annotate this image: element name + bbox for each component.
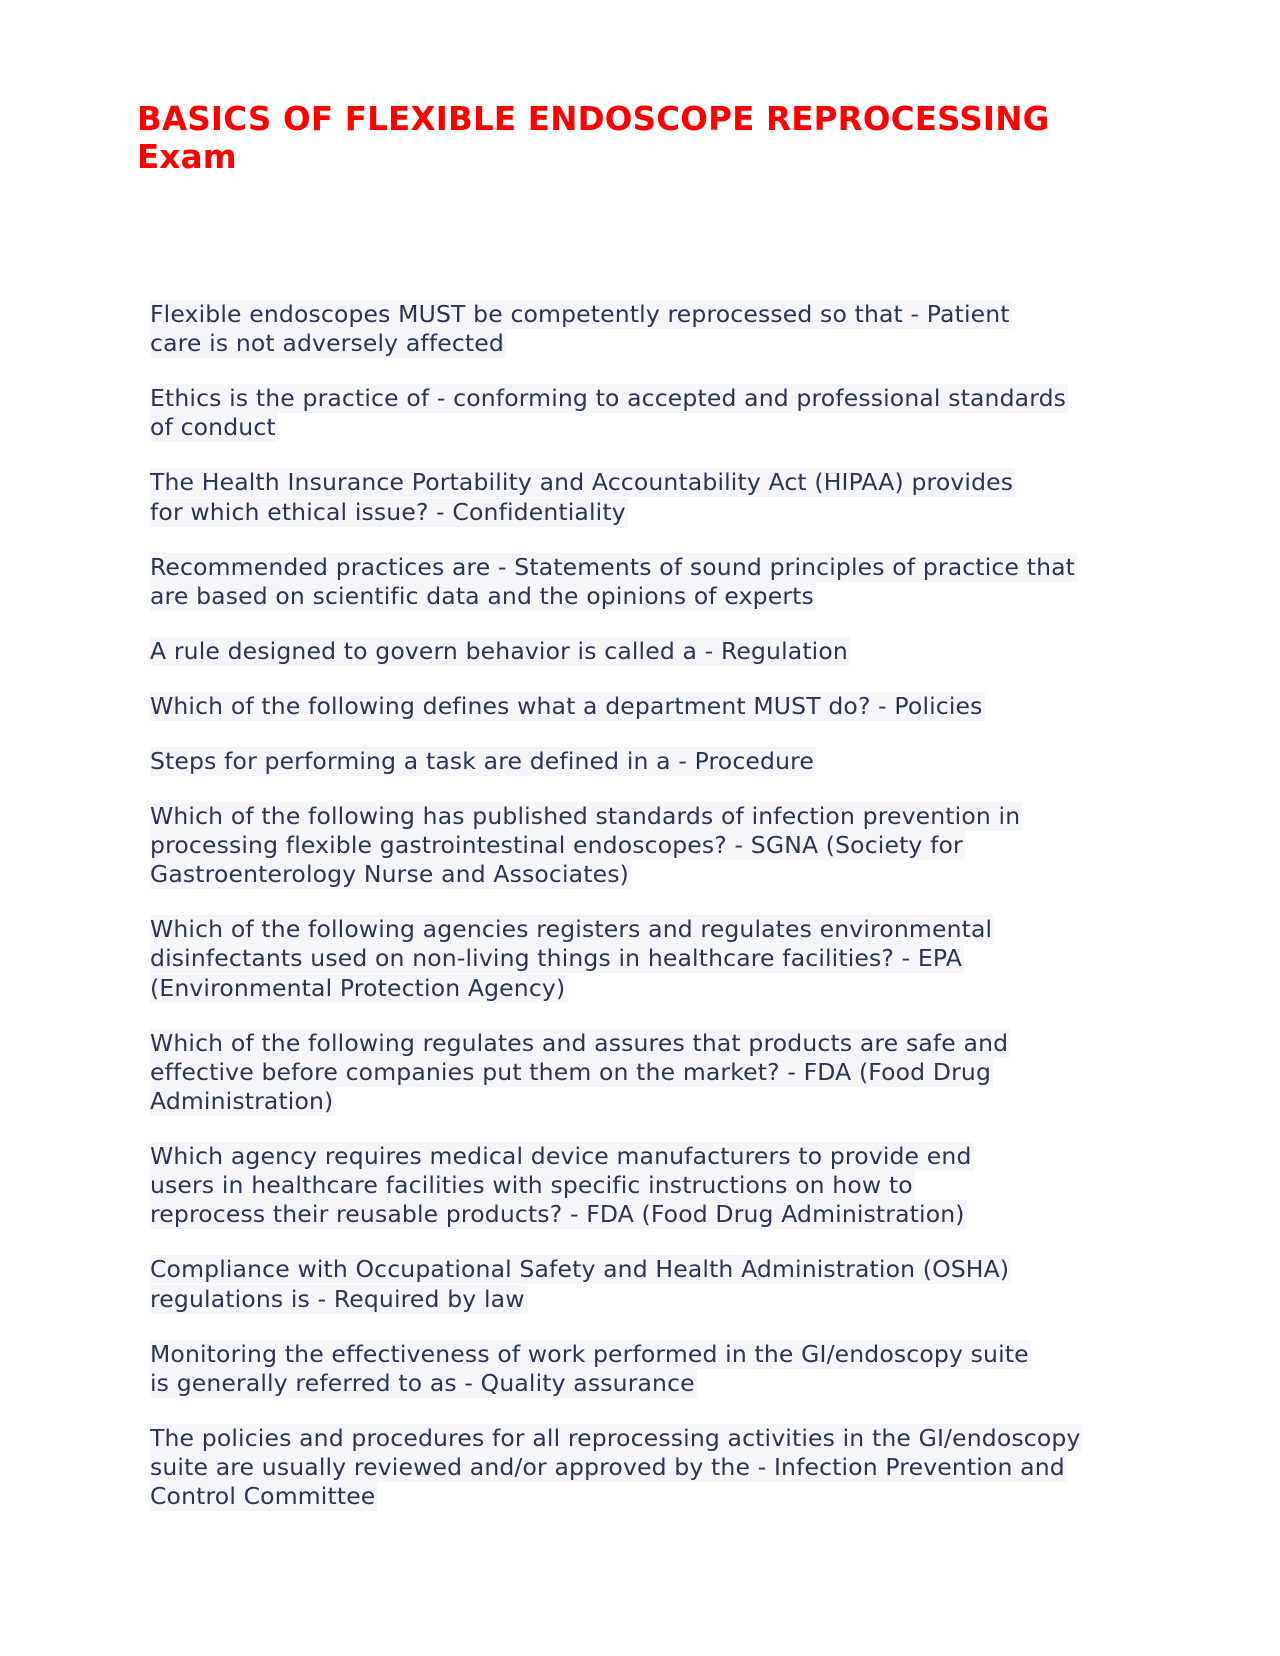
qa-line-text: Monitoring the effectiveness of work performed in the GI/endoscopy suite — [150, 1339, 1029, 1368]
qa-line-text: Compliance with Occupational Safety and Health Administration (OSHA) — [150, 1255, 1010, 1284]
qa-line-text: for which ethical issue? - Confidentiality — [150, 497, 626, 526]
qa-line — [150, 1171, 1150, 1200]
qa-line-text: effective before companies put them on the market? - FDA (Food Drug — [150, 1057, 992, 1086]
qa-line-text: The policies and procedures for all reprocessing activities in the GI/endoscopy — [150, 1423, 1081, 1452]
qa-line-text: disinfectants used on non-living things in healthcare facilities? - EPA — [150, 944, 962, 973]
qa-line-text: Steps for performing a task are defined in a - Procedure — [150, 746, 815, 775]
qa-line-text: of conduct — [150, 413, 276, 442]
qa-line-text: Which of the following defines what a department MUST do? - Policies — [150, 691, 983, 720]
qa-line — [150, 1482, 1150, 1511]
qa-line — [150, 300, 1150, 329]
qa-line-text: Which of the following agencies registers and regulates environmental — [150, 915, 993, 944]
qa-line-text: The Health Insurance Portability and Accountability Act (HIPAA) provides — [150, 468, 1014, 497]
qa-line — [150, 329, 1150, 358]
qa-line-text: regulations is - Required by law — [150, 1284, 525, 1313]
qa-line-text: Recommended practices are - Statements of sound principles of practice that — [150, 552, 1076, 581]
qa-item — [150, 915, 1150, 1003]
qa-item — [150, 747, 1150, 776]
qa-line — [150, 413, 1150, 442]
qa-line-text: suite are usually reviewed and/or approved by the - Infection Prevention and — [150, 1453, 1065, 1482]
qa-line — [150, 468, 1150, 497]
qa-line-text: A rule designed to govern behavior is called a - Regulation — [150, 636, 848, 665]
qa-item — [150, 1340, 1150, 1398]
qa-line-text: is generally referred to as - Quality assurance — [150, 1368, 695, 1397]
qa-item — [150, 300, 1150, 358]
qa-item — [150, 1029, 1150, 1117]
qa-item — [150, 692, 1150, 721]
qa-line-text: Ethics is the practice of - conforming to accepted and professional standards — [150, 384, 1067, 413]
qa-item — [150, 802, 1150, 890]
qa-line — [150, 384, 1150, 413]
document-title — [137, 100, 1137, 176]
qa-line — [150, 1369, 1150, 1398]
qa-line — [150, 831, 1150, 860]
qa-item — [150, 1255, 1150, 1313]
qa-line — [150, 802, 1150, 831]
document-title-line-2: Exam — [137, 138, 237, 176]
qa-line — [150, 637, 1150, 666]
document-title-line-1: BASICS OF FLEXIBLE ENDOSCOPE REPROCESSING — [137, 100, 1050, 138]
qa-line-text: are based on scientific data and the opinions of experts — [150, 581, 814, 610]
qa-line — [150, 974, 1150, 1003]
qa-line — [150, 747, 1150, 776]
qa-line — [150, 860, 1150, 889]
qa-line-text: Flexible endoscopes MUST be competently reprocessed so that - Patient — [150, 300, 1010, 328]
qa-line — [150, 1200, 1150, 1229]
qa-item — [150, 637, 1150, 666]
qa-line — [150, 1453, 1150, 1482]
qa-line-text: care is not adversely affected — [150, 329, 504, 358]
qa-line-text: processing flexible gastrointestinal endoscopes? - SGNA (Society for — [150, 831, 963, 860]
qa-line — [150, 1029, 1150, 1058]
qa-line-text: Administration) — [150, 1087, 334, 1116]
qa-line-text: Which of the following regulates and assures that products are safe and — [150, 1028, 1009, 1057]
qa-line — [150, 944, 1150, 973]
qa-line — [150, 1058, 1150, 1087]
qa-item — [150, 468, 1150, 526]
qa-line — [150, 1285, 1150, 1314]
qa-line-text: users in healthcare facilities with specific instructions on how to — [150, 1171, 913, 1200]
qa-line — [150, 1340, 1150, 1369]
qa-line — [150, 1424, 1150, 1453]
question-answer-list — [150, 300, 1150, 1511]
qa-line — [150, 553, 1150, 582]
qa-line — [150, 1255, 1150, 1284]
qa-line — [150, 582, 1150, 611]
qa-line — [150, 1142, 1150, 1171]
qa-line-text: Which agency requires medical device manufacturers to provide end — [150, 1142, 972, 1171]
qa-item — [150, 384, 1150, 442]
qa-line — [150, 498, 1150, 527]
qa-line — [150, 915, 1150, 944]
qa-item — [150, 1142, 1150, 1230]
qa-line-text: Gastroenterology Nurse and Associates) — [150, 860, 629, 889]
qa-line-text: Control Committee — [150, 1482, 376, 1511]
qa-item — [150, 553, 1150, 611]
qa-item — [150, 1424, 1150, 1512]
qa-line-text: Which of the following has published standards of infection prevention in — [150, 801, 1021, 830]
qa-line — [150, 692, 1150, 721]
qa-line-text: (Environmental Protection Agency) — [150, 973, 566, 1002]
qa-line-text: reprocess their reusable products? - FDA (Food Drug Administration) — [150, 1200, 965, 1229]
qa-line — [150, 1087, 1150, 1116]
